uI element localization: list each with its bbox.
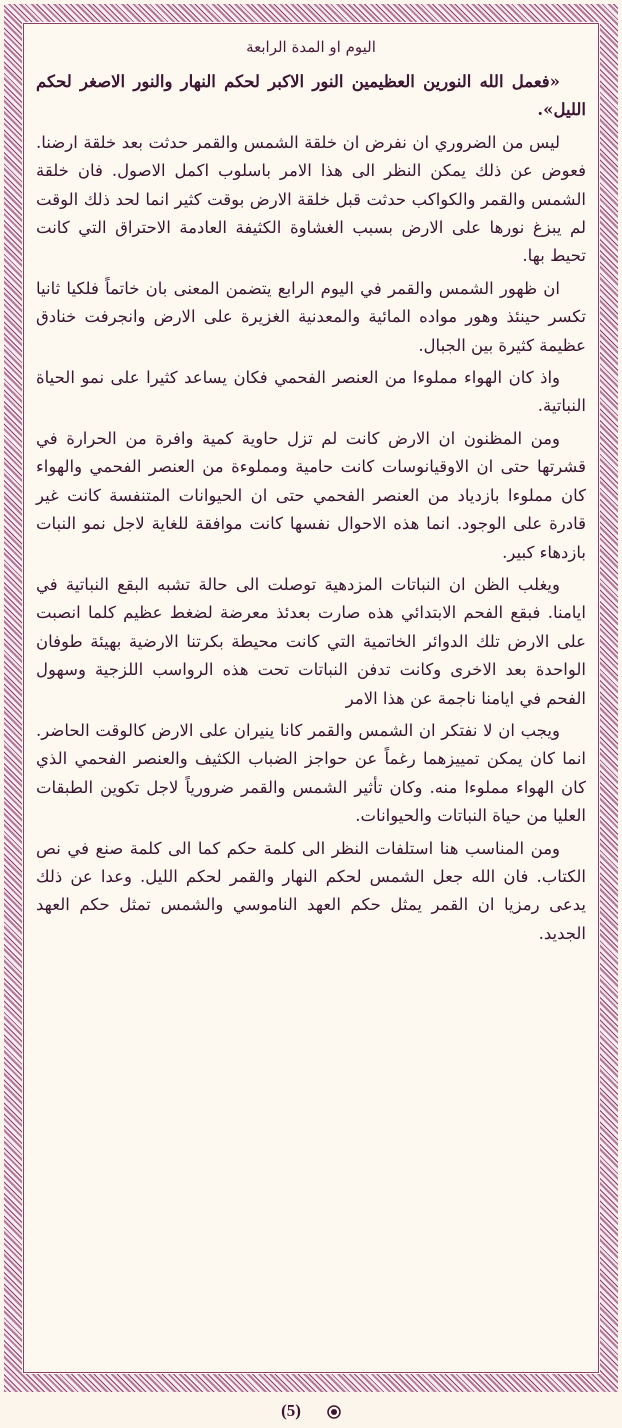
ornamental-border-frame (4, 4, 618, 1392)
paragraph: واذ كان الهواء مملوءا من العنصر الفحمي فكان يساعد كثيرا على نمو الحياة النباتية. (36, 368, 586, 416)
paragraph: ويغلب الظن ان النباتات المزدهية توصلت الى حالة تشبه البقع النباتية في ايامنا. فبقع الفحم الابتدائي هذه صارت بعدئذ معرضة لضغط عظيم كلما انصبت على الارض تلك الدوائر الخاتمية التي كانت محيطة بكرتنا الارضية بهيئة طوفان الواحدة بعد الاخرى وكانت تدفن النباتات تحت هذه الرواسب اللزجية وسهول الفحم في ايامنا ناجمة عن هذا الامر (36, 574, 586, 708)
paragraph: ومن المناسب هنا استلفات النظر الى كلمة حكم كما الى كلمة صنع في نص الكتاب. فان الله جعل الشمس لحكم النهار والقمر لحكم الليل. وعدا عن ذلك يدعى رمزيا ان القمر يمثل حكم العهد الناموسي والشمس تمثل حكم العهد الجديد. (36, 838, 586, 943)
section-heading: اليوم او المدة الرابعة (246, 38, 376, 56)
paragraph: ومن المظنون ان الارض كانت لم تزل حاوية كمية وافرة من الحرارة في قشرتها حتى ان الاوقيانوسات كانت حامية ومملوءة من العنصر الفحمي والهواء كان مملوءا بازدياد من العنصر الفحمي حتى ان الحيوانات المتنفسة كانت غير قادرة على الوجود. انما هذه الاحوال نفسها كانت موافقة للغاية لاجل نمو النبات بازدهاء كبير. (36, 428, 586, 562)
paragraph: ان ظهور الشمس والقمر في اليوم الرابع يتضمن المعنى بان خاتماً فلكيا ثانيا تكسر حينئذ وهور مواده المائية والمعدنية الغزيرة على الارض وانجرفت خنادق عظيمة كثيرة بين الجبال. (36, 278, 586, 355)
paragraph: ليس من الضروري ان نفرض ان خلقة الشمس والقمر حدثت بعد خلقة ارضنا. فعوض عن ذلك يمكن النظر الى هذا الامر باسلوب اكمل الاصول. فان خلقة الشمس والقمر والكواكب حدثت قبل خلقة الارض بوقت كثير انما لحد ذلك الوقت لم يبزغ نورها على الارض بسبب الغشاوة الكثيفة العادمة الاحتراق التي كانت تحيط بها. (36, 132, 586, 266)
page-number: (5) (281, 1401, 301, 1420)
page-footer (0, 1398, 622, 1424)
paragraph: ويجب ان لا نفتكر ان الشمس والقمر كانا ينيران على الارض كالوقت الحاضر. انما كان يمكن تمييزهما رغماً عن حواجز الضباب الكثيف والعنصر الفحمي الذي كان الهواء مملوءا منه. وكان تأثير الشمس والقمر ضرورياً لاجل تكوين الطبقات العليا من حياة النباتات والحيوانات. (36, 720, 586, 826)
circle-ornament-icon (327, 1404, 341, 1418)
text-block (36, 32, 586, 1364)
scripture-quote: «فعمل الله النورين العظيمين النور الاكبر لحكم النهار والنور الاصغر لحكم الليل». (36, 72, 586, 120)
